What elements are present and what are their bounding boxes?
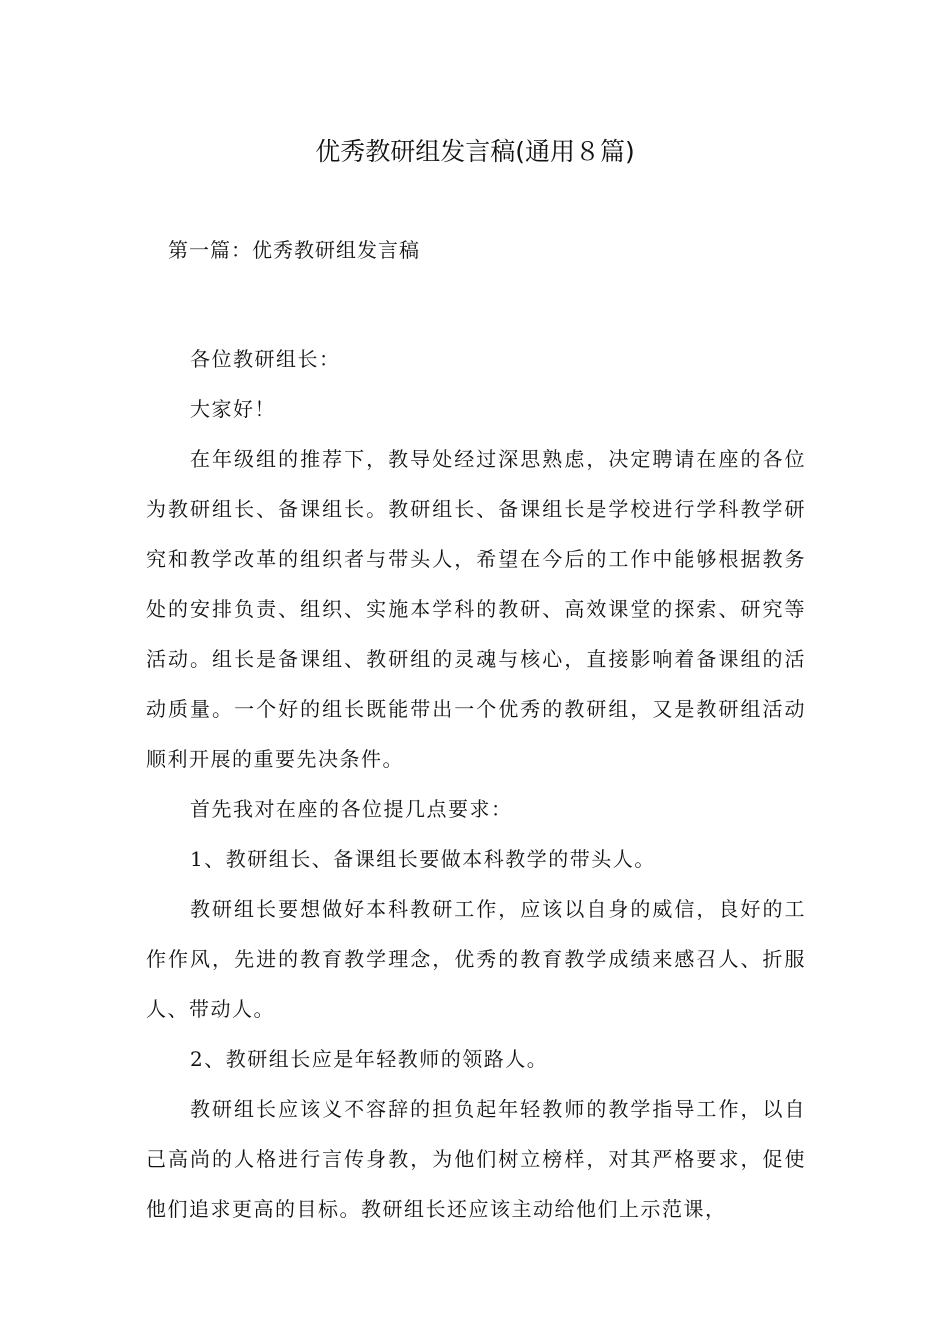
body-paragraph: 教研组长应该义不容辞的担负起年轻教师的教学指导工作，以自己高尚的人格进行言传身教，为他们树立榜样，对其严格要求，促使他们追求更高的目标。教研组长还应该主动给他们上示范课， [146, 1097, 806, 1221]
numbered-point: 1、教研组长、备课组长要做本科教学的带头人。 [190, 847, 656, 871]
document-body [146, 334, 806, 1234]
numbered-point: 2、教研组长应是年轻教师的领路人。 [190, 1047, 549, 1071]
salutation: 各位教研组长： [190, 347, 341, 371]
document-title: 优秀教研组发言稿(通用８篇) [315, 137, 635, 166]
body-paragraph: 首先我对在座的各位提几点要求： [190, 797, 513, 821]
body-paragraph: 教研组长要想做好本科教研工作，应该以自身的威信，良好的工作作风，先进的教育教学理念，优秀的教育教学成绩来感召人、折服人、带动人。 [146, 897, 806, 1021]
greeting: 大家好！ [190, 397, 276, 421]
body-paragraph: 在年级组的推荐下，教导处经过深思熟虑，决定聘请在座的各位为教研组长、备课组长。教研组长、备课组长是学校进行学科教学研究和教学改革的组织者与带头人，希望在今后的工作中能够根据教务处的安排负责、组织、实施本学科的教研、高效课堂的探索、研究等活动。组长是备课组、教研组的灵魂与核心，直接影响着备课组的活动质量。一个好的组长既能带出一个优秀的教研组，又是教研组活动顺利开展的重要先决条件。 [146, 447, 806, 771]
section-heading: 第一篇：优秀教研组发言稿 [168, 238, 420, 262]
